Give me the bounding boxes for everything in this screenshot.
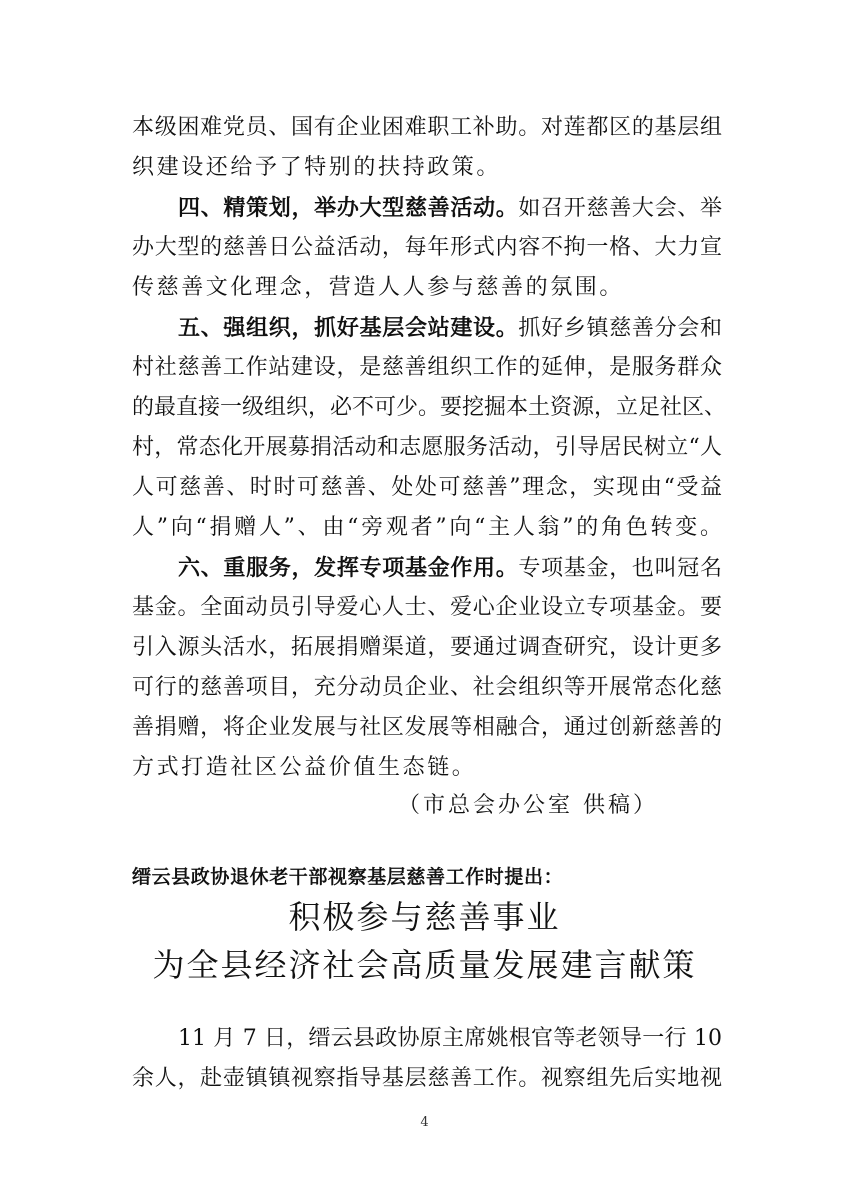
- body-text-line: 的最直接一级组织，必不可少。要挖掘本土资源，立足社区、: [132, 395, 727, 420]
- body-text: 抓好乡镇慈善分会和: [518, 316, 722, 341]
- page-number: 4: [420, 1115, 429, 1130]
- body-text-line: 村社慈善工作站建设，是慈善组织工作的延伸，是服务群众: [132, 355, 722, 380]
- section-heading-four: 四、精策划，举办大型慈善活动。: [178, 195, 519, 221]
- paragraph-six-line: [178, 555, 722, 581]
- section-heading-five: 五、强组织，抓好基层会站建设。: [178, 315, 519, 341]
- body-text: 专项基金，也叫冠名: [518, 556, 722, 581]
- body-text-line: 人可慈善、时时可慈善、处处可慈善”理念，实现由“受益: [132, 475, 722, 500]
- body-text-line: 可行的慈善项目，充分动员企业、社会组织等开展常态化慈: [132, 675, 722, 700]
- article-subtitle: 为全县经济社会高质量发展建言献策: [152, 946, 697, 984]
- article-body-line: 余人，赴壶镇镇视察指导基层慈善工作。视察组先后实地视: [132, 1066, 722, 1091]
- body-text-line: 善捐赠，将企业发展与社区发展等相融合，通过创新慈善的: [132, 715, 722, 740]
- paragraph-five-line: [178, 315, 722, 341]
- body-text-line: 方式打造社区公益价值生态链。: [132, 755, 477, 780]
- body-text-line: 传慈善文化理念，营造人人参与慈善的氛围。: [132, 275, 625, 300]
- body-text-line: 村，常态化开展募捐活动和志愿服务活动，引导居民树立“人: [132, 435, 722, 460]
- article-body-line: 11 月 7 日，缙云县政协原主席姚根官等老领导一行 10: [178, 1026, 722, 1051]
- body-text-line: 基金。全面动员引导爱心人士、爱心企业设立专项基金。要: [132, 595, 722, 620]
- source-credit: （市总会办公室 供稿）: [398, 793, 658, 818]
- body-text-line: 本级困难党员、国有企业困难职工补助。对莲都区的基层组: [132, 115, 722, 140]
- body-text-line: 办大型的慈善日公益活动，每年形式内容不拘一格、大力宣: [132, 235, 722, 260]
- body-text-line: 人”向“捐赠人”、由“旁观者”向“主人翁”的角色转变。: [132, 515, 722, 540]
- body-text-line: 引入源头活水，拓展捐赠渠道，要通过调查研究，设计更多: [132, 635, 722, 660]
- paragraph-four-line: [178, 195, 722, 221]
- article-title: 积极参与慈善事业: [288, 898, 561, 936]
- section-heading-six: 六、重服务，发挥专项基金作用。: [178, 555, 519, 581]
- article-kicker: 缙云县政协退休老干部视察基层慈善工作时提出：: [132, 866, 564, 888]
- body-text: 如召开慈善大会、举: [518, 196, 722, 221]
- body-text-line: 织建设还给予了特别的扶持政策。: [132, 155, 502, 180]
